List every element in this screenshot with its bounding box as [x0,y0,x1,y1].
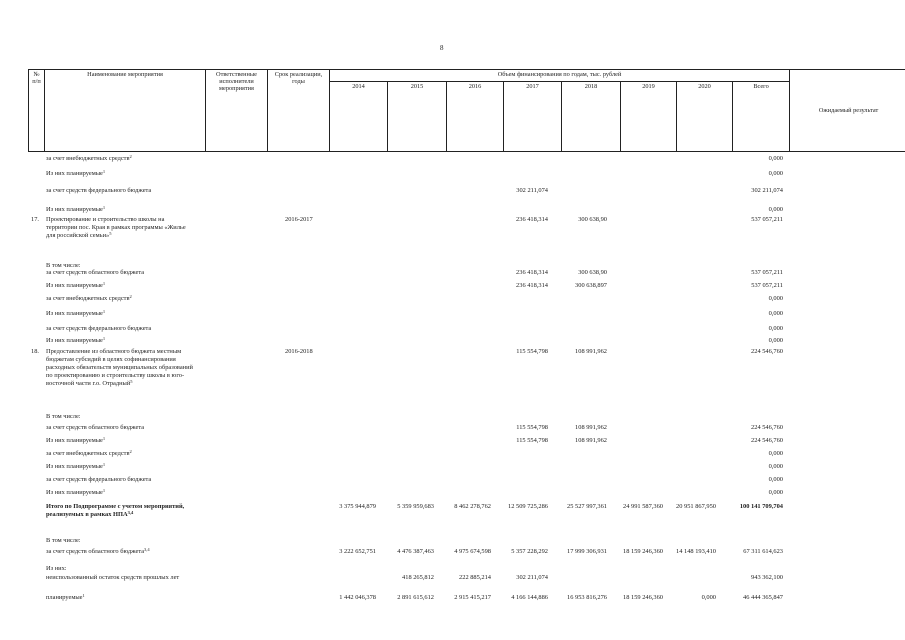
row-name: за счет средств федерального бюджета [46,476,152,483]
total-cell: 537 057,211 [751,282,783,289]
row-name: неиспользованный остаток средств прошлых лет [46,574,180,581]
value-cell: 18 159 246,360 [623,548,663,555]
value-cell: 418 265,812 [402,574,434,581]
header-year: 2015 [388,82,447,152]
footnote-mark: 1 [102,281,106,286]
total-cell: 0,000 [768,155,783,162]
value-cell: 302 211,074 [516,187,548,194]
row-name: Итого по Подпрограмме с учетом мероприятий, реализуемых в рамках НПА$^{3,4}$ [46,503,185,518]
value-cell: 17 999 306,931 [567,548,607,555]
row-period: 2016-2017 [285,216,313,223]
footnote-mark: 2 [129,294,132,299]
footnote-mark: 3,4 [127,510,134,515]
value-cell: 1 442 046,378 [339,594,376,601]
value-cell: 108 991,962 [575,348,607,355]
row-name: В том числе: [46,537,81,544]
footnote-mark: 1 [82,593,85,598]
row-number: 17. [31,216,39,223]
value-cell: 222 885,214 [459,574,491,581]
total-cell: 537 057,211 [751,269,783,276]
value-cell: 236 418,314 [516,216,548,223]
row-name: за счет внебюджетных средств$^2$ [46,154,132,162]
total-cell: 0,000 [768,463,783,470]
value-cell: 2 915 415,217 [454,594,491,601]
value-cell: 8 462 278,762 [454,503,491,510]
row-name: Из них планируемые$^1$ [46,436,106,444]
total-cell: 0,000 [768,337,783,344]
row-name: за счет средств областного бюджета [46,424,145,431]
value-cell: 12 509 725,286 [508,503,548,510]
total-cell: 0,000 [768,310,783,317]
total-cell: 67 311 614,623 [743,548,783,555]
value-cell: 4 975 674,598 [454,548,491,555]
value-cell: 300 638,90 [578,216,607,223]
value-cell: 115 554,798 [516,348,548,355]
value-cell: 0,000 [701,594,716,601]
value-cell: 3 222 652,751 [339,548,376,555]
footnote-mark: 2 [129,154,132,159]
table-header [28,69,905,152]
header-name: Наименование мероприятия [45,70,206,152]
value-cell: 115 554,798 [516,437,548,444]
row-name: за счет внебюджетных средств$^2$ [46,294,132,302]
header-year: 2018 [562,82,621,152]
total-cell: 302 211,074 [751,187,783,194]
row-name: за счет внебюджетных средств$^2$ [46,449,132,457]
footnote-mark: 1 [102,436,106,441]
row-name: Из них: [46,565,67,572]
row-name: В том числе: [46,262,81,269]
footnote-mark: 1 [102,336,106,341]
value-cell: 300 638,897 [575,282,607,289]
total-cell: 0,000 [768,476,783,483]
row-name: за счет средств федерального бюджета [46,325,152,332]
row-period: 2016-2018 [285,348,313,355]
header-year: Всего [733,82,790,152]
header-year: 2020 [677,82,733,152]
value-cell: 3 375 944,879 [339,503,376,510]
footnote-mark: 1 [102,462,106,467]
total-cell: 224 546,760 [751,424,783,431]
value-cell: 108 991,962 [575,437,607,444]
total-cell: 0,000 [768,325,783,332]
total-cell: 0,000 [768,450,783,457]
value-cell: 16 953 816,276 [567,594,607,601]
header-year: 2014 [330,82,388,152]
row-name: Из них планируемые$^1$ [46,169,106,177]
row-name: за счет средств областного бюджета [46,269,145,276]
row-name: Из них планируемые$^1$ [46,281,106,289]
value-cell: 24 991 587,360 [623,503,663,510]
value-cell: 108 991,962 [575,424,607,431]
row-name: Из них планируемые$^1$ [46,309,106,317]
value-cell: 300 638,90 [578,269,607,276]
footnote-mark: 5 [130,379,133,384]
value-cell: 20 951 867,950 [676,503,716,510]
row-name: Из них планируемые$^1$ [46,462,106,470]
row-name: Из них планируемые$^1$ [46,488,106,496]
value-cell: 236 418,314 [516,269,548,276]
value-cell: 302 211,074 [516,574,548,581]
value-cell: 18 159 246,360 [623,594,663,601]
value-cell: 14 148 193,410 [676,548,716,555]
row-name: Из них планируемые$^1$ [46,336,106,344]
value-cell: 236 418,314 [516,282,548,289]
header-financing: Объем финансирования по годам, тыс. рублей [330,70,790,82]
footnote-mark: 5 [109,231,112,236]
header-result: Ожидаемый результат [790,70,905,152]
total-cell: 100 141 709,704 [739,503,783,510]
value-cell: 25 527 997,361 [567,503,607,510]
total-cell: 0,000 [768,489,783,496]
page-number: 8 [440,44,444,52]
total-cell: 537 057,211 [751,216,783,223]
total-cell: 943 362,100 [751,574,783,581]
footnote-mark: 1 [102,205,106,210]
header-year: 2019 [621,82,677,152]
total-cell: 46 444 365,847 [743,594,783,601]
row-name: Проектирование и строительство школы на территории пос. Края в рамках программы «Жилье для российской семьи»$^5$ [46,216,186,239]
row-number: 18. [31,348,39,355]
header-responsible: Ответственные исполнители мероприятия [206,70,268,152]
total-cell: 0,000 [768,295,783,302]
row-name: за счет средств федерального бюджета [46,187,152,194]
value-cell: 5 357 228,292 [511,548,548,555]
value-cell: 4 166 144,886 [511,594,548,601]
footnote-mark: 1 [102,309,106,314]
row-name: В том числе: [46,413,81,420]
total-cell: 224 546,760 [751,348,783,355]
footnote-mark: 2 [129,449,132,454]
value-cell: 115 554,798 [516,424,548,431]
header-year: 2017 [504,82,562,152]
value-cell: 2 891 615,612 [397,594,434,601]
row-name: Из них планируемые$^1$ [46,205,106,213]
footnote-mark: 3,4 [144,547,150,552]
header-period: Срок реализации, годы [268,70,330,152]
value-cell: 4 476 387,463 [397,548,434,555]
total-cell: 0,000 [768,206,783,213]
footnote-mark: 1 [102,169,106,174]
header-num: № п/п [29,70,45,152]
row-name: за счет средств областного бюджета$^{3,4}$ [46,547,150,555]
total-cell: 0,000 [768,170,783,177]
header-year: 2016 [447,82,504,152]
footnote-mark: 1 [102,488,106,493]
row-name: планируемые$^1$ [46,593,85,601]
row-name: Предоставление из областного бюджета местным бюджетам субсидий в целях софинансирования расходных обязательств муниципальных образований по проектированию и строительству школы в юго-восточной части г.о. Отрадный$^5$ [46,348,193,387]
total-cell: 224 546,760 [751,437,783,444]
value-cell: 5 359 959,683 [397,503,434,510]
